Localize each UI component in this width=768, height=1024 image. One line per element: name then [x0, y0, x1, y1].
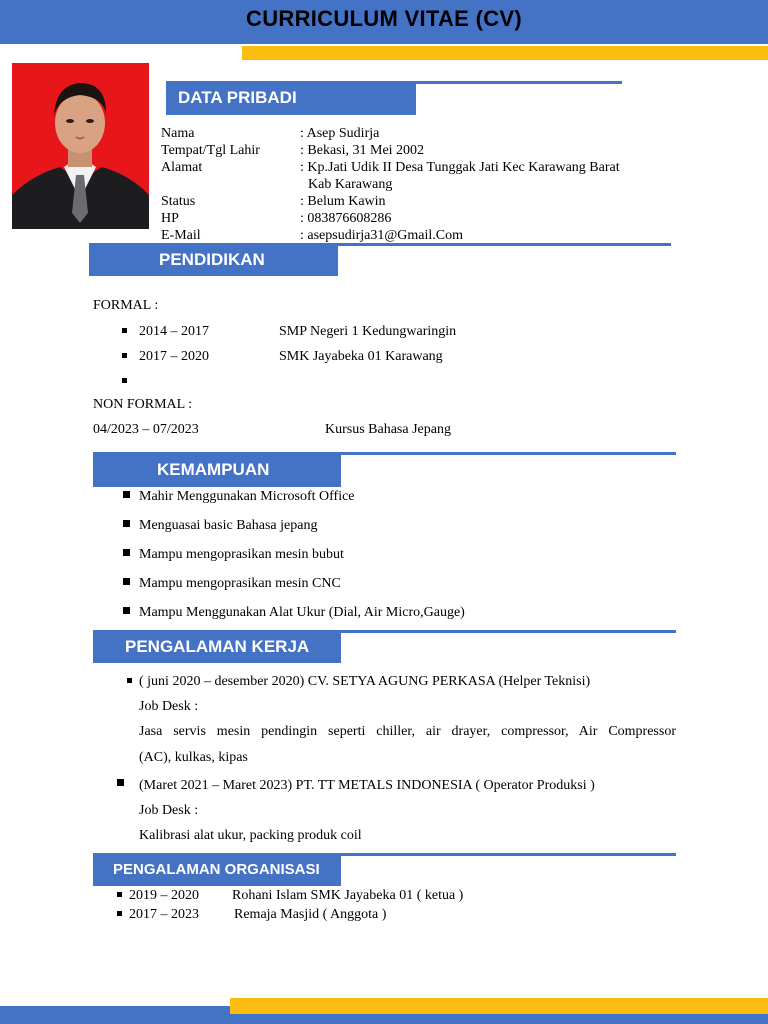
value-hp: : 083876608286 [300, 211, 392, 226]
footer-accent-bar [230, 998, 768, 1014]
skills-list [123, 488, 683, 633]
job-desk-label-2: Job Desk : [139, 803, 199, 818]
bullet [123, 549, 130, 556]
list-item [123, 488, 683, 517]
label-status: Status [161, 194, 196, 209]
formal-years-2: 2017 – 2020 [139, 349, 209, 364]
skill-text: Mampu mengoprasikan mesin CNC [139, 576, 341, 591]
profile-photo [12, 63, 149, 229]
job-desk-label-1: Job Desk : [139, 699, 199, 714]
section-header-organization: PENGALAMAN ORGANISASI [93, 855, 341, 886]
label-ttl: Tempat/Tgl Lahir [161, 143, 260, 158]
bullet [122, 353, 127, 358]
value-status: : Belum Kawin [300, 194, 386, 209]
bullet [123, 491, 130, 498]
nonformal-period: 04/2023 – 07/2023 [93, 422, 199, 437]
section-header-skills: KEMAMPUAN [93, 454, 341, 487]
job-title-2: (Maret 2021 – Maret 2023) PT. TT METALS INDONESIA ( Operator Produksi ) [139, 778, 595, 793]
section-header-education: PENDIDIKAN [89, 245, 338, 276]
bullet [123, 607, 130, 614]
list-item [123, 604, 683, 633]
skill-text: Mampu mengoprasikan mesin bubut [139, 547, 344, 562]
label-nama: Nama [161, 126, 195, 141]
value-nama: : Asep Sudirja [300, 126, 380, 141]
bullet [123, 520, 130, 527]
personal-labels [161, 125, 260, 244]
list-item [123, 575, 683, 604]
personal-values [300, 125, 680, 244]
job-desc-1a: Jasa servis mesin pendingin seperti chiller, air drayer, compressor, Air Compressor [139, 724, 676, 739]
value-email: : asepsudirja31@Gmail.Com [300, 228, 463, 243]
formal-school-1: SMP Negeri 1 Kedungwaringin [279, 324, 457, 339]
skill-text: Mampu Menggunakan Alat Ukur (Dial, Air Micro,Gauge) [139, 605, 465, 620]
page-title: CURRICULUM VITAE (CV) [246, 6, 522, 31]
bullet [123, 578, 130, 585]
person-silhouette-icon [12, 63, 149, 229]
bullet [117, 892, 122, 897]
bullet [127, 678, 132, 683]
job-desc-1b: (AC), kulkas, kipas [139, 750, 248, 765]
bullet [122, 378, 127, 383]
label-hp: HP [161, 211, 179, 226]
job-desc-2: Kalibrasi alat ukur, packing produk coil [139, 828, 362, 843]
section-header-personal: DATA PRIBADI [166, 83, 416, 115]
bullet [122, 328, 127, 333]
org-name-2: Remaja Masjid ( Anggota ) [234, 907, 387, 922]
list-item [123, 546, 683, 575]
list-item [123, 517, 683, 546]
org-years-1: 2019 – 2020 [129, 888, 199, 903]
formal-years-1: 2014 – 2017 [139, 324, 209, 339]
value-alamat: : Kp.Jati Udik II Desa Tunggak Jati Kec Karawang Barat [300, 160, 620, 175]
value-ttl: : Bekasi, 31 Mei 2002 [300, 143, 425, 158]
bullet [117, 779, 124, 786]
nonformal-course: Kursus Bahasa Jepang [325, 422, 451, 437]
formal-school-2: SMK Jayabeka 01 Karawang [279, 349, 443, 364]
label-alamat: Alamat [161, 160, 203, 175]
job-title-1: ( juni 2020 – desember 2020) CV. SETYA AGUNG PERKASA (Helper Teknisi) [139, 674, 591, 689]
org-years-2: 2017 – 2023 [129, 907, 199, 922]
bullet [117, 911, 122, 916]
value-alamat-line2: Kab Karawang [308, 177, 393, 192]
header-accent-bar [242, 46, 768, 60]
org-name-1: Rohani Islam SMK Jayabeka 01 ( ketua ) [232, 888, 464, 903]
nonformal-label: NON FORMAL : [93, 397, 193, 412]
skill-text: Menguasai basic Bahasa jepang [139, 518, 318, 533]
section-header-work: PENGALAMAN KERJA [93, 632, 341, 663]
label-email: E-Mail [161, 228, 201, 243]
skill-text: Mahir Menggunakan Microsoft Office [139, 489, 355, 504]
formal-label: FORMAL : [93, 298, 159, 313]
